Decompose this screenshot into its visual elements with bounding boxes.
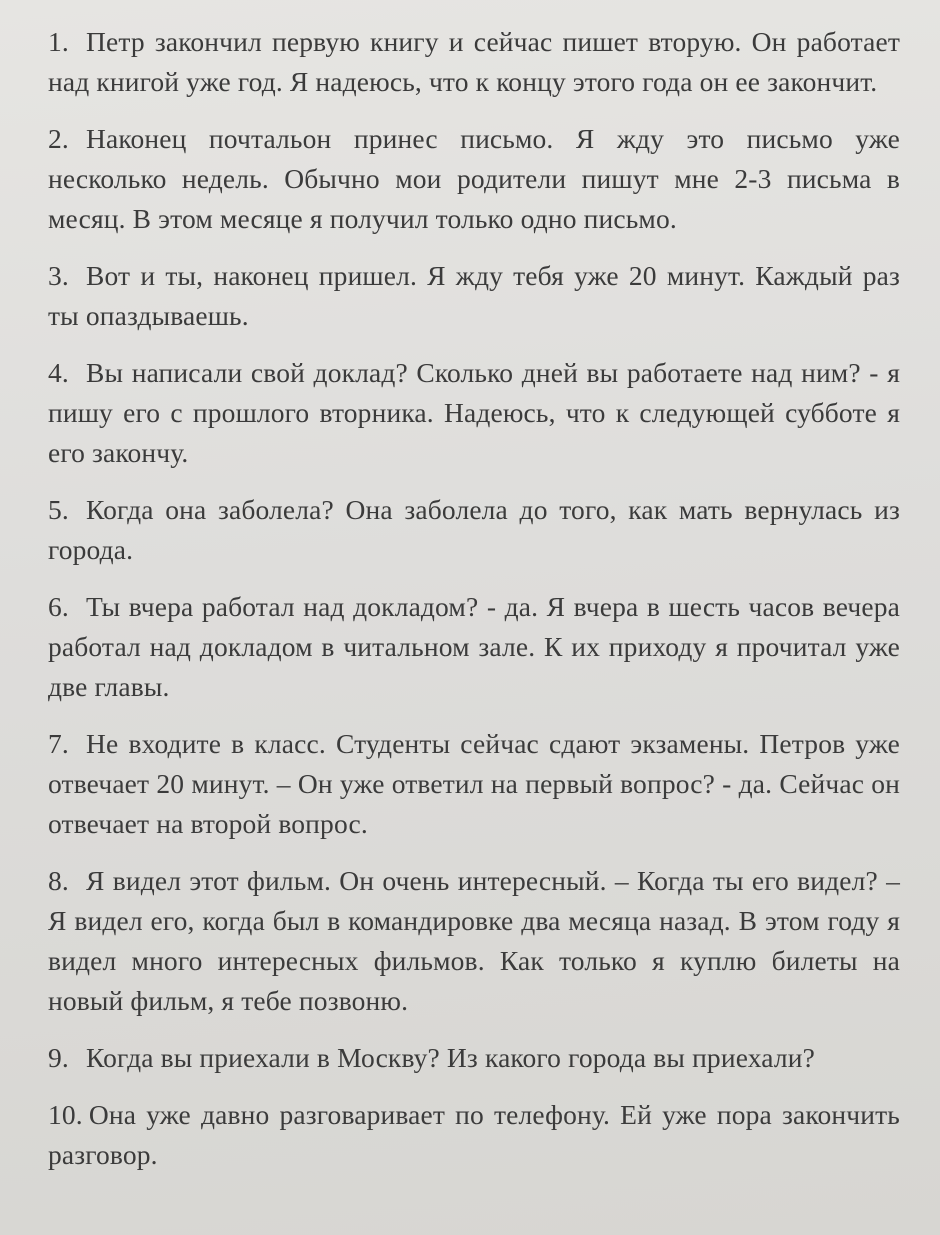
exercise-number: 2. <box>48 123 69 154</box>
exercise-5 <box>48 490 900 570</box>
exercise-number: 1. <box>48 26 69 57</box>
exercise-6 <box>48 587 900 707</box>
exercise-7 <box>48 724 900 844</box>
exercise-number: 4. <box>48 357 69 388</box>
exercise-text: Ты вчера работал над докладом? - да. Я вчера в шесть часов вечера работал над докладом в читальном зале. К их приходу я прочитал уже две главы. <box>48 591 900 702</box>
exercise-3 <box>48 256 900 336</box>
exercise-number: 7. <box>48 728 69 759</box>
exercise-text: Вот и ты, наконец пришел. Я жду тебя уже 20 минут. Каждый раз ты опаздываешь. <box>48 260 900 331</box>
exercise-text: Я видел этот фильм. Он очень интересный. – Когда ты его видел? – Я видел его, когда был в командировке два месяца назад. В этом году я видел много интересных фильмов. Как только я куплю билеты на новый фильм, я тебе позвоню. <box>48 865 900 1016</box>
exercise-text: Она уже давно разговаривает по телефону. Ей уже пора закончить разговор. <box>48 1099 900 1170</box>
exercise-4 <box>48 353 900 473</box>
exercise-number: 8. <box>48 865 69 896</box>
exercise-number: 5. <box>48 494 69 525</box>
exercise-text: Петр закончил первую книгу и сейчас пишет вторую. Он работает над книгой уже год. Я надеюсь, что к концу этого года он ее закончит. <box>48 26 900 97</box>
exercise-text: Наконец почтальон принес письмо. Я жду это письмо уже несколько недель. Обычно мои родители пишут мне 2-3 письма в месяц. В этом месяце я получил только одно письмо. <box>48 123 900 234</box>
exercise-10 <box>48 1095 900 1175</box>
exercise-2 <box>48 119 900 239</box>
exercise-1 <box>48 22 900 102</box>
exercise-text: Когда она заболела? Она заболела до того, как мать вернулась из города. <box>48 494 900 565</box>
exercise-8 <box>48 861 900 1021</box>
exercise-number: 6. <box>48 591 69 622</box>
exercise-number: 3. <box>48 260 69 291</box>
exercise-text: Вы написали свой доклад? Сколько дней вы работаете над ним? - я пишу его с прошлого вторника. Надеюсь, что к следующей субботе я его закончу. <box>48 357 900 468</box>
exercise-text: Не входите в класс. Студенты сейчас сдают экзамены. Петров уже отвечает 20 минут. – Он уже ответил на первый вопрос? - да. Сейчас он отвечает на второй вопрос. <box>48 728 900 839</box>
exercise-number: 10. <box>48 1099 83 1130</box>
exercise-number: 9. <box>48 1042 69 1073</box>
exercise-9 <box>48 1038 900 1078</box>
exercise-text: Когда вы приехали в Москву? Из какого города вы приехали? <box>86 1042 815 1073</box>
